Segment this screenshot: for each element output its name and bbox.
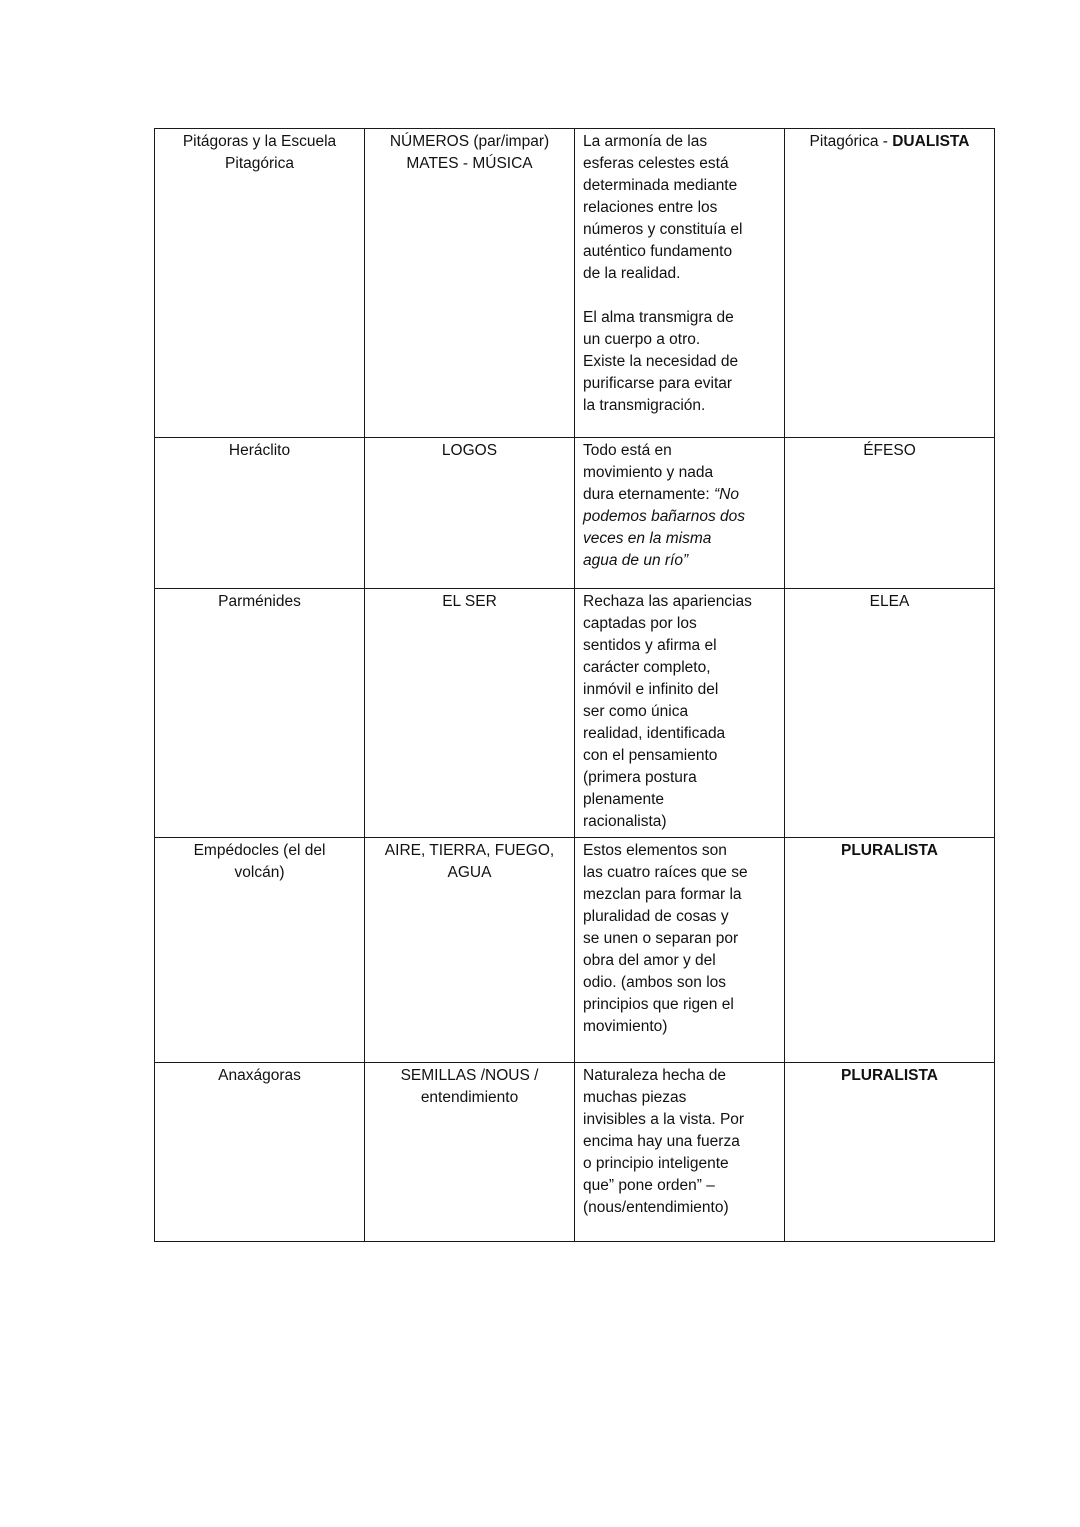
table-row	[155, 589, 995, 838]
philosopher-cell	[155, 838, 365, 1063]
school-type: PLURALISTA	[840, 1067, 938, 1084]
quote-line: podemos bañarnos dos	[583, 508, 746, 525]
philosopher-cell	[155, 438, 365, 589]
school-cell	[785, 129, 995, 438]
description-cell	[575, 438, 785, 589]
description-line: (nous/entendimiento)	[583, 1199, 729, 1216]
arche-text: SEMILLAS /NOUS /	[400, 1067, 539, 1084]
description-line: La armonía de las	[583, 133, 708, 150]
description-cell	[575, 129, 785, 438]
description-line: (primera postura	[583, 769, 697, 786]
description-line: con el pensamiento	[583, 747, 718, 764]
description-line: esferas celestes está	[583, 155, 729, 172]
arche-text: LOGOS	[441, 442, 498, 459]
arche-cell	[365, 129, 575, 438]
philosopher-name: Anaxágoras	[218, 1067, 301, 1084]
arche-cell	[365, 838, 575, 1063]
school-cell	[785, 589, 995, 838]
school-label	[793, 131, 986, 153]
description-line: inmóvil e infinito del	[583, 681, 719, 698]
school-cell	[785, 438, 995, 589]
description-text: dura eternamente:	[583, 486, 714, 503]
description-line: las cuatro raíces que se	[583, 864, 748, 881]
description-line: pluralidad de cosas y	[583, 908, 729, 925]
philosopher-cell	[155, 129, 365, 438]
arche-text: entendimiento	[420, 1089, 519, 1106]
description-line: un cuerpo a otro.	[583, 331, 701, 348]
description-cell	[575, 1063, 785, 1242]
school-label: ELEA	[869, 593, 910, 610]
description-line: ser como única	[583, 703, 689, 720]
arche-cell	[365, 1063, 575, 1242]
school-cell	[785, 1063, 995, 1242]
philosopher-name: volcán)	[234, 864, 285, 881]
description-line: sentidos y afirma el	[583, 637, 717, 654]
school-type: DUALISTA	[892, 133, 970, 150]
description-cell	[575, 589, 785, 838]
description-line: que” pone orden” –	[583, 1177, 715, 1194]
description-line: movimiento)	[583, 1018, 668, 1035]
philosopher-name: Heráclito	[228, 442, 291, 459]
quote-text: “No	[713, 486, 739, 503]
description-line: relaciones entre los	[583, 199, 718, 216]
arche-text: AGUA	[447, 864, 492, 881]
school-label: ÉFESO	[863, 442, 916, 459]
description-line: auténtico fundamento	[583, 243, 733, 260]
description-line: realidad, identificada	[583, 725, 726, 742]
description-line: Estos elementos son	[583, 842, 727, 859]
arche-cell	[365, 589, 575, 838]
arche-text: MATES - MÚSICA	[406, 155, 533, 172]
paragraph-gap	[583, 285, 776, 307]
description-line: principios que rigen el	[583, 996, 734, 1013]
philosopher-cell	[155, 1063, 365, 1242]
description-line: Rechaza las apariencias	[583, 593, 752, 610]
description-line: El alma transmigra de	[583, 309, 734, 326]
school-cell	[785, 838, 995, 1063]
quote-line: veces en la misma	[583, 530, 712, 547]
description-line: obra del amor y del	[583, 952, 716, 969]
quote-line: agua de un río”	[583, 552, 689, 569]
description-line: captadas por los	[583, 615, 697, 632]
table-row	[155, 129, 995, 438]
arche-cell	[365, 438, 575, 589]
description-line: purificarse para evitar	[583, 375, 733, 392]
arche-text: NÚMEROS (par/impar)	[389, 133, 550, 150]
arche-text: EL SER	[442, 593, 497, 610]
description-line: de la realidad.	[583, 265, 681, 282]
table-row	[155, 1063, 995, 1242]
description-line: encima hay una fuerza	[583, 1133, 740, 1150]
description-line: números y constituía el	[583, 221, 743, 238]
philosopher-name: Empédocles (el del	[193, 842, 326, 859]
philosopher-name: Pitagórica	[225, 155, 294, 172]
table-row	[155, 438, 995, 589]
description-line: mezclan para formar la	[583, 886, 742, 903]
description-line: carácter completo,	[583, 659, 711, 676]
table-row	[155, 838, 995, 1063]
description-line: invisibles a la vista. Por	[583, 1111, 745, 1128]
arche-text: AIRE, TIERRA, FUEGO,	[384, 842, 555, 859]
description-line: la transmigración.	[583, 397, 706, 414]
philosopher-name: Parménides	[218, 593, 301, 610]
philosopher-cell	[155, 589, 365, 838]
description-line: o principio inteligente	[583, 1155, 729, 1172]
school-prefix: Pitagórica -	[809, 133, 893, 150]
description-line: plenamente	[583, 791, 665, 808]
description-line: determinada mediante	[583, 177, 738, 194]
description-line: Naturaleza hecha de	[583, 1067, 727, 1084]
description-cell	[575, 838, 785, 1063]
description-line: muchas piezas	[583, 1089, 687, 1106]
description-line: movimiento y nada	[583, 464, 714, 481]
school-type: PLURALISTA	[840, 842, 938, 859]
description-line: Existe la necesidad de	[583, 353, 739, 370]
philosophers-table	[154, 128, 995, 1242]
description-line	[583, 484, 776, 506]
description-line: racionalista)	[583, 813, 667, 830]
description-line: Todo está en	[583, 442, 672, 459]
philosopher-name: Pitágoras y la Escuela	[182, 133, 337, 150]
description-line: se unen o separan por	[583, 930, 739, 947]
description-line: odio. (ambos son los	[583, 974, 727, 991]
